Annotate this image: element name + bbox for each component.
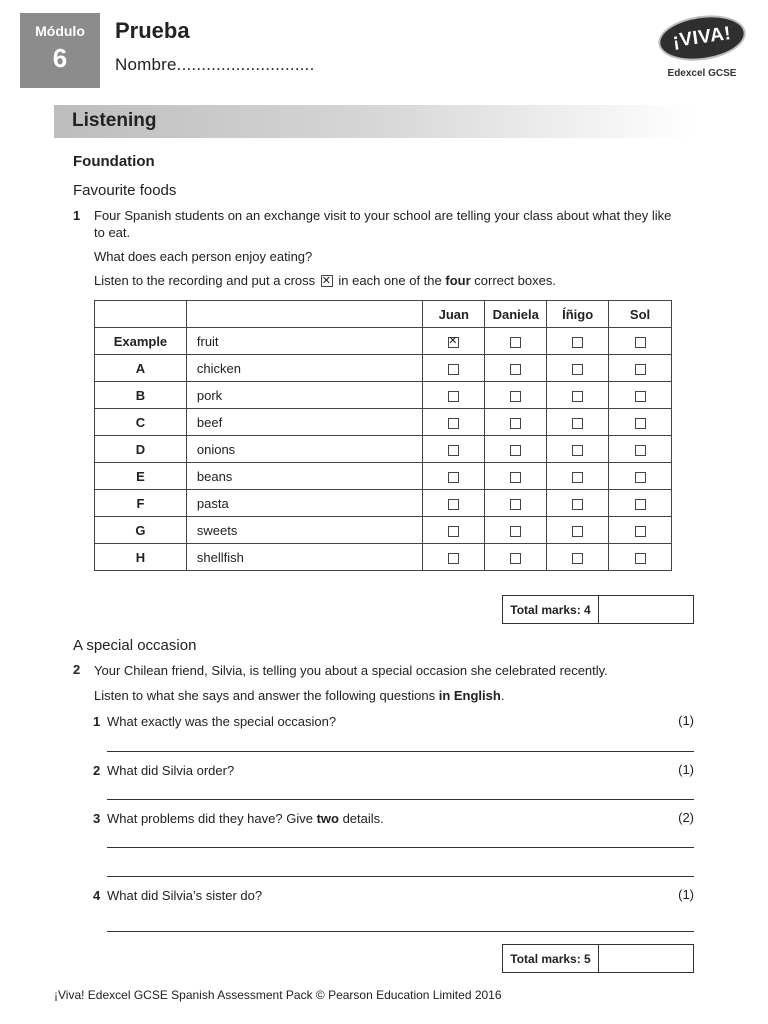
answer-checkbox[interactable] [572, 418, 583, 429]
q1-number: 1 [73, 208, 81, 223]
section-title: Listening [72, 110, 157, 131]
answer-checkbox[interactable] [572, 337, 583, 348]
answer-cell [423, 517, 485, 544]
footer-copyright: ¡Viva! Edexcel GCSE Spanish Assessment Pack © Pearson Education Limited 2016 [54, 988, 502, 1002]
foods-table [94, 300, 672, 571]
answer-cell [547, 436, 609, 463]
q1-text: Four Spanish students on an exchange visit to your school are telling your class about what they like to eat. [94, 208, 672, 240]
q2-total-marks [502, 944, 694, 973]
sub2-mark: (1) [678, 762, 694, 777]
answer-cell [609, 490, 672, 517]
row-food: shellfish [186, 544, 422, 571]
answer-cell [423, 544, 485, 571]
q2-instruction-end: . [500, 688, 505, 703]
answer-checkbox[interactable] [635, 526, 646, 537]
table-row [95, 382, 672, 409]
answer-line[interactable] [107, 751, 694, 752]
answer-cell [609, 382, 672, 409]
q1-total-marks [502, 595, 694, 624]
answer-checkbox[interactable] [510, 526, 521, 537]
answer-checkbox[interactable] [510, 553, 521, 564]
column-header: Íñigo [547, 301, 609, 328]
answer-cell [485, 544, 547, 571]
answer-cell [547, 463, 609, 490]
answer-cell [609, 544, 672, 571]
table-header-row [95, 301, 672, 328]
answer-checkbox[interactable] [448, 553, 459, 564]
row-letter: H [95, 544, 187, 571]
level-heading: Foundation [73, 153, 155, 170]
q1-total-label: Total marks: 4 [503, 596, 599, 623]
row-letter: Example [95, 328, 187, 355]
row-food: beef [186, 409, 422, 436]
logo-mark: ¡VIVA! [658, 12, 747, 63]
answer-cell [547, 382, 609, 409]
answer-cell [547, 409, 609, 436]
table-row [95, 463, 672, 490]
answer-checkbox[interactable] [510, 391, 521, 402]
answer-cell [423, 463, 485, 490]
answer-cell [485, 382, 547, 409]
sub4-mark: (1) [678, 887, 694, 902]
sub2-question: What did Silvia order? [107, 763, 235, 778]
row-letter: F [95, 490, 187, 517]
cross-box-icon [321, 275, 333, 287]
checked-checkbox[interactable] [448, 337, 459, 348]
answer-cell [423, 436, 485, 463]
answer-checkbox[interactable] [635, 553, 646, 564]
sub1-mark: (1) [678, 713, 694, 728]
q2-heading: A special occasion [73, 637, 197, 654]
answer-cell [547, 355, 609, 382]
viva-logo [652, 12, 752, 82]
answer-line[interactable] [107, 847, 694, 848]
sub4-number: 4 [93, 888, 101, 903]
table-row [95, 355, 672, 382]
sub3-mark: (2) [678, 810, 694, 825]
header-empty-letter [95, 301, 187, 328]
answer-cell [609, 436, 672, 463]
sub3-number: 3 [93, 811, 101, 826]
row-food: fruit [186, 328, 422, 355]
answer-checkbox[interactable] [572, 472, 583, 483]
q1-question: What does each person enjoy eating? [94, 249, 313, 264]
table-row [95, 544, 672, 571]
answer-cell [485, 409, 547, 436]
answer-checkbox[interactable] [572, 391, 583, 402]
table-row [95, 436, 672, 463]
sub2-number: 2 [93, 763, 101, 778]
answer-cell [485, 355, 547, 382]
row-food: chicken [186, 355, 422, 382]
row-letter: C [95, 409, 187, 436]
answer-checkbox[interactable] [572, 499, 583, 510]
row-letter: E [95, 463, 187, 490]
sub3-text-a: What problems did they have? Give [107, 811, 313, 826]
q1-heading: Favourite foods [73, 182, 177, 199]
answer-cell [609, 463, 672, 490]
row-letter: D [95, 436, 187, 463]
answer-cell [547, 517, 609, 544]
q1-total-input[interactable] [599, 596, 693, 623]
header-empty-food [186, 301, 422, 328]
answer-cell [547, 328, 609, 355]
column-header: Sol [609, 301, 672, 328]
answer-cell [485, 517, 547, 544]
q2-instruction-bold: in English [438, 688, 501, 703]
row-food: pasta [186, 490, 422, 517]
q1-instruction-bold: four [445, 273, 471, 288]
answer-checkbox[interactable] [510, 337, 521, 348]
column-header: Juan [423, 301, 485, 328]
answer-checkbox[interactable] [448, 364, 459, 375]
answer-checkbox[interactable] [572, 364, 583, 375]
sub4-question: What did Silvia’s sister do? [107, 888, 263, 903]
answer-checkbox[interactable] [510, 499, 521, 510]
answer-cell [609, 409, 672, 436]
answer-checkbox[interactable] [572, 526, 583, 537]
table-row [95, 409, 672, 436]
answer-cell [423, 490, 485, 517]
row-letter: A [95, 355, 187, 382]
q1-instruction [94, 272, 556, 289]
answer-cell [423, 382, 485, 409]
row-letter: B [95, 382, 187, 409]
answer-checkbox[interactable] [572, 553, 583, 564]
module-badge [20, 13, 100, 88]
q2-total-label: Total marks: 5 [503, 945, 599, 972]
sub1-question: What exactly was the special occasion? [107, 714, 337, 729]
answer-cell [485, 328, 547, 355]
q2-text: Your Chilean friend, Silvia, is telling you about a special occasion she celebrated recently. [94, 663, 608, 678]
answer-checkbox[interactable] [510, 364, 521, 375]
row-food: onions [186, 436, 422, 463]
answer-line[interactable] [107, 931, 694, 932]
table-row [95, 328, 672, 355]
logo-subtitle: Edexcel GCSE [667, 68, 737, 79]
answer-cell [485, 436, 547, 463]
q1-instruction-part2: in each one of the [338, 273, 442, 288]
answer-checkbox[interactable] [572, 445, 583, 456]
sub3-question [107, 810, 384, 827]
answer-cell [609, 355, 672, 382]
module-number: 6 [52, 43, 68, 73]
name-field[interactable]: Nombre............................ [115, 55, 315, 74]
answer-cell [485, 463, 547, 490]
q1-instruction-part3: correct boxes. [474, 273, 556, 288]
q2-number: 2 [73, 662, 81, 677]
row-letter: G [95, 517, 187, 544]
answer-checkbox[interactable] [635, 472, 646, 483]
answer-cell [609, 328, 672, 355]
answer-checkbox[interactable] [448, 418, 459, 429]
answer-checkbox[interactable] [635, 499, 646, 510]
q2-instruction [94, 687, 504, 704]
answer-checkbox[interactable] [448, 445, 459, 456]
row-food: beans [186, 463, 422, 490]
answer-cell [423, 355, 485, 382]
answer-cell [547, 544, 609, 571]
answer-cell [485, 490, 547, 517]
column-header: Daniela [485, 301, 547, 328]
module-label: Módulo [35, 23, 85, 39]
sub3-text-bold: two [316, 811, 339, 826]
answer-checkbox[interactable] [635, 391, 646, 402]
answer-checkbox[interactable] [635, 364, 646, 375]
sub3-text-b: details. [342, 811, 384, 826]
answer-checkbox[interactable] [448, 499, 459, 510]
table-row [95, 517, 672, 544]
q2-instruction-part1: Listen to what she says and answer the following questions [94, 688, 436, 703]
answer-line[interactable] [107, 876, 694, 877]
row-food: pork [186, 382, 422, 409]
answer-checkbox[interactable] [510, 418, 521, 429]
answer-checkbox[interactable] [635, 418, 646, 429]
answer-checkbox[interactable] [448, 391, 459, 402]
answer-checkbox[interactable] [635, 445, 646, 456]
row-food: sweets [186, 517, 422, 544]
answer-cell [423, 409, 485, 436]
answer-checkbox[interactable] [510, 472, 521, 483]
answer-cell [547, 490, 609, 517]
q1-instruction-part1: Listen to the recording and put a cross [94, 273, 316, 288]
answer-cell [423, 328, 485, 355]
answer-checkbox[interactable] [635, 337, 646, 348]
answer-checkbox[interactable] [448, 472, 459, 483]
answer-line[interactable] [107, 799, 694, 800]
answer-checkbox[interactable] [510, 445, 521, 456]
q2-total-input[interactable] [599, 945, 693, 972]
section-bar [54, 105, 694, 138]
page-title: Prueba [115, 18, 190, 43]
answer-checkbox[interactable] [448, 526, 459, 537]
answer-cell [609, 517, 672, 544]
sub1-number: 1 [93, 714, 101, 729]
table-row [95, 490, 672, 517]
